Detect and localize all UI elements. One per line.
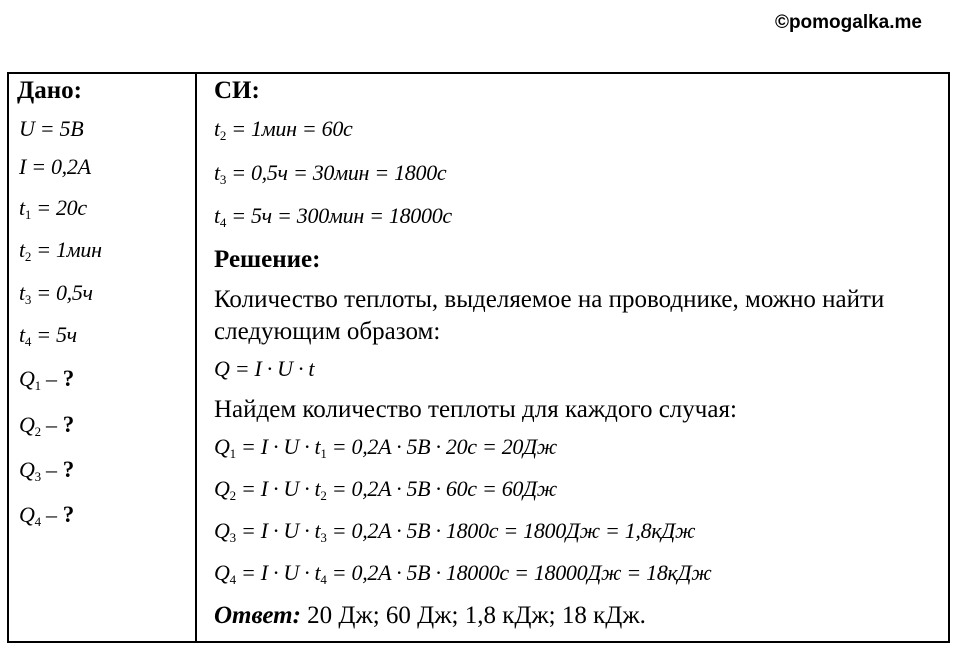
answer-label: Ответ:: [214, 602, 301, 629]
subscript: 3: [320, 530, 327, 545]
given-item: [19, 412, 74, 440]
given-item: [19, 457, 74, 485]
subscript: 3: [229, 530, 236, 545]
conversion: = 1мин = 60c: [226, 116, 353, 141]
given-column: [9, 74, 195, 641]
subscript: 1: [24, 207, 32, 222]
si-solution-column: [197, 74, 948, 641]
result: = 0,2A · 5B · 60c = 60Дж: [326, 476, 557, 501]
formula-part: = I · U · t: [235, 476, 321, 501]
variable: Q: [19, 502, 35, 527]
variable: Q: [214, 476, 230, 501]
solution-text-line-1: Количество теплоты, выделяемое на проводнике, можно найти: [214, 286, 885, 313]
unknown-mark: ?: [62, 412, 74, 437]
value: = 20c: [31, 195, 87, 220]
unknown-mark: ?: [62, 502, 74, 527]
subscript: 3: [34, 469, 41, 484]
variable: Q: [214, 434, 230, 459]
formula-part: = I · U · t: [235, 518, 321, 543]
subscript: 2: [229, 488, 236, 503]
subscript: 3: [219, 172, 227, 187]
subscript: 4: [320, 572, 327, 587]
variable: t: [19, 237, 25, 262]
solution-title: Решение:: [214, 246, 321, 273]
unknown-mark: ?: [62, 366, 74, 391]
answer-text: 20 Дж; 60 Дж; 1,8 кДж; 18 кДж.: [300, 602, 646, 629]
calculation-row: [214, 434, 557, 462]
si-item: [214, 203, 452, 231]
value: –: [40, 502, 57, 527]
formula-part: = I · U · t: [235, 434, 321, 459]
subscript: 2: [320, 488, 327, 503]
variable: Q: [214, 518, 230, 543]
subscript: 2: [34, 424, 41, 439]
given-item: [19, 280, 99, 308]
subscript: 3: [24, 292, 32, 307]
conversion: = 5ч = 300мин = 18000c: [226, 203, 452, 228]
si-item: [214, 116, 353, 144]
variable: t: [19, 322, 25, 347]
watermark: ©pomogalka.me: [774, 12, 922, 33]
subscript: 2: [219, 128, 227, 143]
value: = 0,2A: [26, 154, 91, 179]
variable: t: [214, 160, 220, 185]
variable: t: [214, 116, 220, 141]
general-formula: Q = I · U · t: [214, 356, 315, 381]
variable: U: [19, 116, 35, 141]
value: = 5ч: [31, 322, 77, 347]
variable: Q: [19, 412, 35, 437]
given-item: [19, 154, 97, 182]
value: = 0,5ч: [31, 280, 93, 305]
given-title: Дано:: [17, 77, 82, 104]
value: = 1мин: [31, 237, 102, 262]
given-item: [19, 366, 74, 394]
variable: t: [19, 195, 25, 220]
answer-line: [214, 602, 646, 630]
formula-part: = I · U · t: [235, 560, 321, 585]
subscript: 2: [24, 249, 32, 264]
value: = 5B: [34, 116, 84, 141]
given-item: [19, 502, 74, 530]
value: –: [40, 412, 57, 437]
given-item: [19, 195, 93, 223]
conversion: = 0,5ч = 30мин = 1800c: [226, 160, 447, 185]
si-item: [214, 160, 446, 188]
calculation-row: [214, 476, 557, 504]
solution-text-3: Найдем количество теплоты для каждого случая:: [214, 396, 737, 423]
solution-text-line-2: следующим образом:: [214, 318, 441, 345]
given-item: [19, 322, 83, 350]
subscript: 1: [320, 446, 327, 461]
calculation-row: [214, 560, 711, 588]
subscript: 4: [34, 514, 41, 529]
value: –: [40, 457, 57, 482]
value: –: [40, 366, 57, 391]
subscript: 1: [34, 378, 41, 393]
result: = 0,2A · 5B · 20c = 20Дж: [326, 434, 557, 459]
calculation-row: [214, 518, 695, 546]
result: = 0,2A · 5B · 1800c = 1800Дж = 1,8кДж: [326, 518, 696, 543]
variable: t: [214, 203, 220, 228]
variable: t: [19, 280, 25, 305]
subscript: 4: [24, 334, 32, 349]
result: = 0,2A · 5B · 18000c = 18000Дж = 18кДж: [326, 560, 712, 585]
variable: Q: [19, 457, 35, 482]
unknown-mark: ?: [62, 457, 74, 482]
variable: Q: [19, 366, 35, 391]
given-item: [19, 237, 108, 265]
variable: I: [19, 154, 27, 179]
subscript: 4: [219, 215, 227, 230]
subscript: 4: [229, 572, 236, 587]
si-title: СИ:: [214, 77, 260, 104]
subscript: 1: [229, 446, 236, 461]
variable: Q: [214, 560, 230, 585]
solution-table: [7, 72, 950, 643]
given-item: [19, 116, 89, 144]
